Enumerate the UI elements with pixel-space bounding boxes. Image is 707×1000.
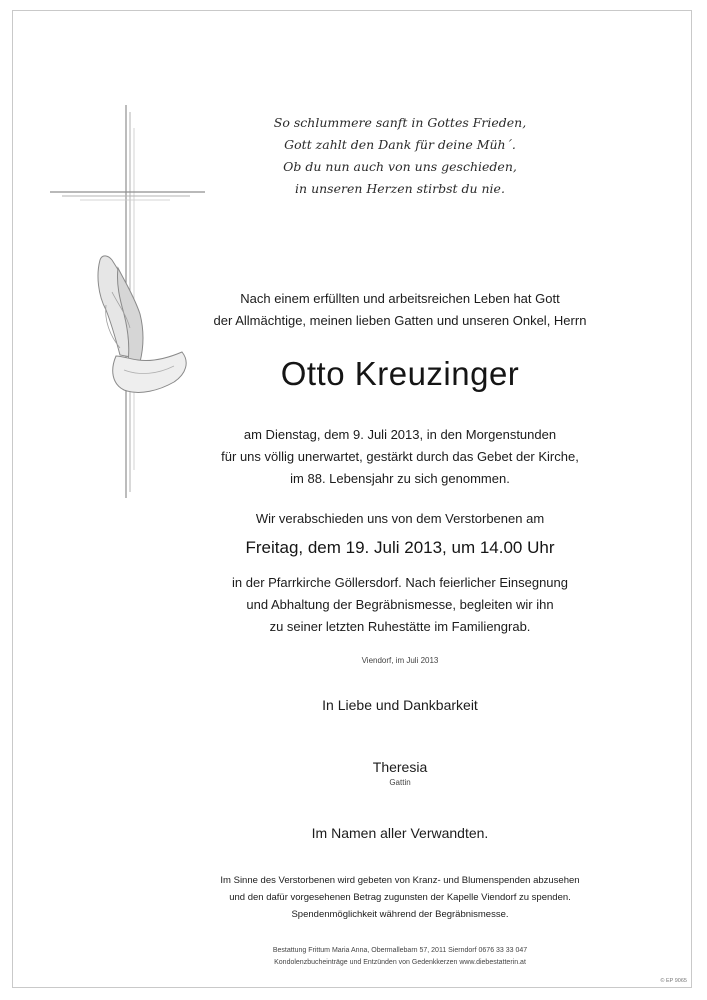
mourner-relation: Gattin: [389, 778, 411, 787]
note-line: und den dafür vorgesehenen Betrag zugunsten der Kapelle Viendorf zu spenden.: [229, 892, 571, 903]
intro-line: Nach einem erfüllten und arbeitsreichen Leben hat Gott: [240, 291, 560, 306]
poem-line: in unseren Herzen stirbst du nie.: [295, 181, 505, 196]
intro-line: der Allmächtige, meinen lieben Gatten und unseren Onkel, Herrn: [213, 313, 587, 328]
details-line: im 88. Lebensjahr zu sich genommen.: [290, 471, 510, 486]
poem-line: So schlummere sanft in Gottes Frieden,: [273, 115, 527, 130]
farewell-text: Wir verabschieden uns von dem Verstorbenen am: [255, 511, 545, 526]
poem-line: Ob du nun auch von uns geschieden,: [283, 159, 517, 174]
poem-line: Gott zahlt den Dank für deine Müh´.: [284, 137, 516, 152]
poem: [160, 112, 640, 200]
location-line: und Abhaltung der Begräbnismesse, begleiten wir ihn: [246, 597, 554, 612]
print-code: © EP 9065: [660, 978, 687, 984]
footer-line: Bestattung Frittum Maria Anna, Obermallebarn 57, 2011 Sierndorf 0676 33 33 047: [272, 947, 528, 954]
footer-line: Kondolenzbucheinträge und Entzünden von Gedenkkerzen www.diebestatterin.at: [274, 959, 526, 966]
mourner-name: Theresia: [372, 759, 428, 775]
service-date: Freitag, dem 19. Juli 2013, um 14.00 Uhr: [245, 538, 555, 557]
relatives-text: Im Namen aller Verwandten.: [311, 825, 489, 841]
service-location: [160, 572, 640, 638]
closing-phrase: In Liebe und Dankbarkeit: [322, 697, 478, 713]
details-line: für uns völlig unerwartet, gestärkt durch das Gebet der Kirche,: [221, 449, 579, 464]
donation-note: [160, 872, 640, 923]
location-line: zu seiner letzten Ruhestätte im Familiengrab.: [269, 619, 531, 634]
death-details: [160, 424, 640, 490]
deceased-name: Otto Kreuzinger: [280, 355, 520, 392]
details-line: am Dienstag, dem 9. Juli 2013, in den Morgenstunden: [243, 427, 557, 442]
note-line: Im Sinne des Verstorbenen wird gebeten von Kranz- und Blumenspenden abzusehen: [220, 875, 580, 886]
location-line: in der Pfarrkirche Göllersdorf. Nach feierlicher Einsegnung: [232, 575, 568, 590]
place-date: Viendorf, im Juli 2013: [361, 656, 439, 665]
intro-text: [160, 288, 640, 332]
note-line: Spendenmöglichkeit während der Begräbnismesse.: [291, 909, 509, 920]
undertaker-footer: [160, 945, 640, 969]
